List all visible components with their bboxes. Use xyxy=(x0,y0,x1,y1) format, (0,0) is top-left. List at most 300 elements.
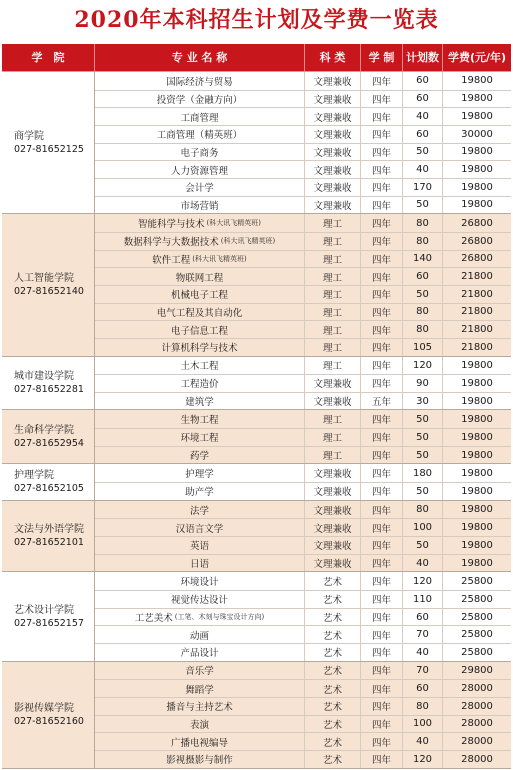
category-cell: 理工 xyxy=(305,410,361,428)
table-row xyxy=(95,482,511,500)
fee-cell: 19800 xyxy=(461,395,493,407)
category-cell: 文理兼收 xyxy=(305,537,361,554)
plan-cell: 105 xyxy=(403,339,443,356)
college-phone: 027-81652101 xyxy=(14,537,84,549)
table-row xyxy=(95,90,511,108)
major-cell xyxy=(95,733,305,750)
college-group xyxy=(2,356,511,410)
years-cell: 四年 xyxy=(361,591,403,608)
table-row xyxy=(95,232,511,250)
major-name: 电子信息工程 xyxy=(170,325,228,337)
major-name: 环境工程 xyxy=(180,433,219,445)
college-group xyxy=(2,661,511,768)
major-cell xyxy=(95,393,305,410)
plan-cell: 120 xyxy=(403,751,443,768)
college-cell xyxy=(2,572,95,660)
category-cell: 文理兼收 xyxy=(305,72,361,90)
major-cell xyxy=(95,626,305,643)
fee-cell: 19800 xyxy=(461,522,493,534)
table-row xyxy=(95,125,511,143)
fee-cell: 25800 xyxy=(461,611,493,623)
table-row xyxy=(95,554,511,572)
plan-cell: 50 xyxy=(403,286,443,303)
header-college: 学 院 xyxy=(2,44,95,71)
years-cell: 四年 xyxy=(361,429,403,446)
years-cell: 五年 xyxy=(361,393,403,410)
category-cell: 艺术 xyxy=(305,698,361,715)
category-cell: 艺术 xyxy=(305,572,361,590)
table-row xyxy=(95,428,511,446)
plan-cell: 50 xyxy=(403,537,443,554)
major-cell xyxy=(95,233,305,250)
category-cell: 理工 xyxy=(305,339,361,356)
table-row xyxy=(95,625,511,643)
table-row xyxy=(95,107,511,125)
fee-cell: 19800 xyxy=(461,111,493,123)
fee-cell: 29800 xyxy=(461,664,493,676)
fee-cell: 19800 xyxy=(461,146,493,158)
category-cell: 文理兼收 xyxy=(305,126,361,143)
major-name: 投资学（金融方向） xyxy=(156,94,243,106)
major-name: 市场营销 xyxy=(180,200,219,212)
major-cell xyxy=(95,410,305,428)
years-cell: 四年 xyxy=(361,609,403,626)
category-cell: 理工 xyxy=(305,214,361,232)
category-cell: 文理兼收 xyxy=(305,144,361,161)
category-cell: 文理兼收 xyxy=(305,108,361,125)
college-cell xyxy=(2,501,95,572)
category-cell: 艺术 xyxy=(305,751,361,768)
major-cell xyxy=(95,751,305,768)
table-row xyxy=(95,392,511,410)
plan-cell: 40 xyxy=(403,644,443,661)
years-cell: 四年 xyxy=(361,144,403,161)
major-cell xyxy=(95,304,305,321)
table-row xyxy=(95,536,511,554)
header-major: 专 业 名 称 xyxy=(95,44,305,71)
major-name: 环境设计 xyxy=(180,577,219,589)
major-name: 影视摄影与制作 xyxy=(166,755,233,767)
table-row xyxy=(95,250,511,268)
category-cell: 艺术 xyxy=(305,609,361,626)
plan-cell: 120 xyxy=(403,572,443,590)
college-group xyxy=(2,213,511,355)
plan-cell: 80 xyxy=(403,304,443,321)
years-cell: 四年 xyxy=(361,680,403,697)
major-name: 电子商务 xyxy=(180,147,219,159)
major-cell xyxy=(95,662,305,680)
fee-cell: 25800 xyxy=(461,575,493,587)
fee-cell: 19800 xyxy=(461,557,493,569)
category-cell: 文理兼收 xyxy=(305,197,361,214)
table-row xyxy=(95,715,511,733)
major-note: (科大讯飞精英班) xyxy=(220,237,276,246)
years-cell: 四年 xyxy=(361,357,403,375)
years-cell: 四年 xyxy=(361,251,403,268)
table-row xyxy=(95,501,511,519)
years-cell: 四年 xyxy=(361,644,403,661)
major-cell xyxy=(95,375,305,392)
college-phone: 027-81652105 xyxy=(14,483,84,495)
major-cell xyxy=(95,501,305,519)
table-row xyxy=(95,338,511,356)
table-row xyxy=(95,214,511,232)
major-name: 建筑学 xyxy=(185,397,214,409)
header-category: 科 类 xyxy=(305,44,361,71)
major-cell xyxy=(95,357,305,375)
college-name: 文法与外语学院 xyxy=(14,524,84,536)
major-cell xyxy=(95,680,305,697)
college-name: 城市建设学院 xyxy=(14,370,74,382)
years-cell: 四年 xyxy=(361,304,403,321)
fee-cell: 19800 xyxy=(461,377,493,389)
major-name: 播音与主持艺术 xyxy=(166,702,233,714)
fee-cell: 21800 xyxy=(461,271,493,283)
table-row xyxy=(95,143,511,161)
fee-cell: 19800 xyxy=(461,199,493,211)
plan-cell: 50 xyxy=(403,483,443,500)
major-cell xyxy=(95,144,305,161)
major-name: 广播电视编导 xyxy=(170,737,228,749)
header-fee: 学费(元/年) xyxy=(447,51,507,64)
fee-cell: 19800 xyxy=(461,75,493,87)
years-cell: 四年 xyxy=(361,126,403,143)
plan-cell: 70 xyxy=(403,626,443,643)
category-cell: 理工 xyxy=(305,233,361,250)
major-name: 土木工程 xyxy=(180,361,219,373)
category-cell: 文理兼收 xyxy=(305,483,361,500)
major-name: 产品设计 xyxy=(180,648,219,660)
major-cell xyxy=(95,429,305,446)
major-name: 音乐学 xyxy=(185,666,214,678)
table-row xyxy=(95,267,511,285)
college-cell xyxy=(2,410,95,463)
major-cell xyxy=(95,644,305,661)
major-name: 数据科学与大数据技术 xyxy=(123,237,219,249)
fee-cell: 28000 xyxy=(461,718,493,730)
table-row xyxy=(95,178,511,196)
plan-cell: 60 xyxy=(403,72,443,90)
table-row xyxy=(95,732,511,750)
fee-cell: 21800 xyxy=(461,288,493,300)
major-name: 工艺美术 xyxy=(134,613,173,625)
years-cell: 四年 xyxy=(361,698,403,715)
header-years: 学 制 xyxy=(361,44,403,71)
table-row xyxy=(95,608,511,626)
major-cell xyxy=(95,268,305,285)
table-row xyxy=(95,662,511,680)
college-phone: 027-81652954 xyxy=(14,437,84,449)
table-row xyxy=(95,572,511,590)
plan-cell: 80 xyxy=(403,698,443,715)
category-cell: 文理兼收 xyxy=(305,555,361,572)
page-title: 2020年本科招生计划及学费一览表 xyxy=(74,7,439,33)
major-name: 动画 xyxy=(189,630,209,642)
plan-cell: 90 xyxy=(403,375,443,392)
table-row xyxy=(95,160,511,178)
plan-cell: 60 xyxy=(403,680,443,697)
college-name: 护理学院 xyxy=(14,470,54,482)
fee-cell: 19800 xyxy=(461,181,493,193)
plan-cell: 50 xyxy=(403,144,443,161)
fee-cell: 30000 xyxy=(461,128,493,140)
years-cell: 四年 xyxy=(361,716,403,733)
plan-cell: 100 xyxy=(403,519,443,536)
category-cell: 文理兼收 xyxy=(305,501,361,519)
fee-cell: 28000 xyxy=(461,700,493,712)
fee-cell: 26800 xyxy=(461,235,493,247)
category-cell: 文理兼收 xyxy=(305,179,361,196)
category-cell: 理工 xyxy=(305,429,361,446)
years-cell: 四年 xyxy=(361,72,403,90)
college-phone: 027-81652281 xyxy=(14,383,84,395)
category-cell: 理工 xyxy=(305,286,361,303)
fee-cell: 19800 xyxy=(461,413,493,425)
major-name: 工商管理 xyxy=(180,112,219,124)
college-name: 人工智能学院 xyxy=(14,272,74,284)
major-cell xyxy=(95,108,305,125)
major-cell xyxy=(95,339,305,356)
major-cell xyxy=(95,251,305,268)
major-name: 国际经济与贸易 xyxy=(166,76,233,88)
plan-cell: 60 xyxy=(403,609,443,626)
fee-cell: 26800 xyxy=(461,217,493,229)
table-row xyxy=(95,643,511,661)
plan-cell: 120 xyxy=(403,357,443,375)
fee-cell: 28000 xyxy=(461,683,493,695)
college-phone: 027-81652160 xyxy=(14,715,84,727)
major-cell xyxy=(95,609,305,626)
plan-cell: 60 xyxy=(403,91,443,108)
plan-cell: 110 xyxy=(403,591,443,608)
category-cell: 文理兼收 xyxy=(305,464,361,482)
plan-cell: 140 xyxy=(403,251,443,268)
category-cell: 文理兼收 xyxy=(305,393,361,410)
major-note: (工笔、木刻与珠宝设计方向) xyxy=(174,613,265,622)
major-cell xyxy=(95,91,305,108)
major-name: 英语 xyxy=(189,541,209,553)
college-name: 影视传媒学院 xyxy=(14,702,74,714)
years-cell: 四年 xyxy=(361,662,403,680)
major-note: (科大讯飞精英班) xyxy=(206,219,261,228)
fee-cell: 25800 xyxy=(461,593,493,605)
major-name: 物联网工程 xyxy=(175,272,224,284)
college-name: 商学院 xyxy=(14,130,44,142)
table-row xyxy=(95,590,511,608)
major-name: 生物工程 xyxy=(180,415,219,427)
college-cell xyxy=(2,464,95,499)
plan-cell: 50 xyxy=(403,410,443,428)
fee-cell: 19800 xyxy=(461,449,493,461)
plan-cell: 50 xyxy=(403,447,443,464)
table-row xyxy=(95,410,511,428)
category-cell: 理工 xyxy=(305,304,361,321)
table-row xyxy=(95,518,511,536)
major-cell xyxy=(95,483,305,500)
table-header xyxy=(2,44,511,71)
years-cell: 四年 xyxy=(361,447,403,464)
college-cell xyxy=(2,662,95,768)
plan-cell: 40 xyxy=(403,161,443,178)
years-cell: 四年 xyxy=(361,626,403,643)
category-cell: 艺术 xyxy=(305,644,361,661)
enrollment-table xyxy=(2,71,511,769)
category-cell: 文理兼收 xyxy=(305,519,361,536)
college-phone: 027-81652140 xyxy=(14,285,84,297)
college-group xyxy=(2,463,511,499)
fee-cell: 19800 xyxy=(461,504,493,516)
years-cell: 四年 xyxy=(361,233,403,250)
fee-cell: 26800 xyxy=(461,253,493,265)
college-name: 生命科学学院 xyxy=(14,424,74,436)
category-cell: 理工 xyxy=(305,268,361,285)
category-cell: 艺术 xyxy=(305,716,361,733)
years-cell: 四年 xyxy=(361,161,403,178)
table-row xyxy=(95,374,511,392)
years-cell: 四年 xyxy=(361,410,403,428)
plan-cell: 80 xyxy=(403,214,443,232)
header-plan: 计划数 xyxy=(403,44,443,71)
table-row xyxy=(95,303,511,321)
table-row xyxy=(95,196,511,214)
major-name: 机械电子工程 xyxy=(170,290,228,302)
years-cell: 四年 xyxy=(361,91,403,108)
major-cell xyxy=(95,591,305,608)
college-phone: 027-81652157 xyxy=(14,617,84,629)
major-cell xyxy=(95,572,305,590)
fee-cell: 28000 xyxy=(461,753,493,765)
table-row xyxy=(95,357,511,375)
major-name: 日语 xyxy=(189,559,209,571)
major-name: 智能科学与技术 xyxy=(138,219,205,231)
years-cell: 四年 xyxy=(361,375,403,392)
years-cell: 四年 xyxy=(361,286,403,303)
years-cell: 四年 xyxy=(361,733,403,750)
fee-cell: 19800 xyxy=(461,164,493,176)
plan-cell: 100 xyxy=(403,716,443,733)
major-name: 视觉传达设计 xyxy=(170,595,228,607)
years-cell: 四年 xyxy=(361,197,403,214)
category-cell: 艺术 xyxy=(305,626,361,643)
table-row xyxy=(95,697,511,715)
major-cell xyxy=(95,321,305,338)
plan-cell: 180 xyxy=(403,464,443,482)
college-group xyxy=(2,500,511,572)
plan-cell: 60 xyxy=(403,268,443,285)
years-cell: 四年 xyxy=(361,339,403,356)
major-cell xyxy=(95,126,305,143)
table-row xyxy=(95,679,511,697)
years-cell: 四年 xyxy=(361,321,403,338)
plan-cell: 50 xyxy=(403,197,443,214)
fee-cell: 28000 xyxy=(461,736,493,748)
table-row xyxy=(95,464,511,482)
plan-cell: 40 xyxy=(403,733,443,750)
college-group xyxy=(2,71,511,213)
major-cell xyxy=(95,555,305,572)
fee-cell: 21800 xyxy=(461,306,493,318)
fee-cell: 19800 xyxy=(461,485,493,497)
plan-cell: 80 xyxy=(403,321,443,338)
fee-cell: 19800 xyxy=(461,93,493,105)
major-name: 护理学 xyxy=(185,469,214,481)
major-cell xyxy=(95,464,305,482)
category-cell: 理工 xyxy=(305,251,361,268)
major-name: 工商管理（精英班） xyxy=(156,130,243,142)
fee-cell: 25800 xyxy=(461,646,493,658)
table-row xyxy=(95,446,511,464)
major-name: 法学 xyxy=(189,505,209,517)
major-cell xyxy=(95,286,305,303)
table-row xyxy=(95,285,511,303)
years-cell: 四年 xyxy=(361,537,403,554)
category-cell: 文理兼收 xyxy=(305,91,361,108)
category-cell: 文理兼收 xyxy=(305,375,361,392)
major-name: 表演 xyxy=(189,719,209,731)
major-cell xyxy=(95,519,305,536)
fee-cell: 21800 xyxy=(461,341,493,353)
category-cell: 艺术 xyxy=(305,662,361,680)
fee-cell: 19800 xyxy=(461,467,493,479)
years-cell: 四年 xyxy=(361,483,403,500)
major-cell xyxy=(95,537,305,554)
years-cell: 四年 xyxy=(361,555,403,572)
years-cell: 四年 xyxy=(361,179,403,196)
fee-cell: 19800 xyxy=(461,359,493,371)
category-cell: 艺术 xyxy=(305,733,361,750)
fee-cell: 19800 xyxy=(461,431,493,443)
category-cell: 艺术 xyxy=(305,591,361,608)
college-cell xyxy=(2,214,95,355)
major-cell xyxy=(95,698,305,715)
major-name: 药学 xyxy=(189,451,209,463)
college-name: 艺术设计学院 xyxy=(14,604,74,616)
category-cell: 艺术 xyxy=(305,680,361,697)
category-cell: 理工 xyxy=(305,447,361,464)
category-cell: 文理兼收 xyxy=(305,161,361,178)
table-row xyxy=(95,72,511,90)
plan-cell: 50 xyxy=(403,429,443,446)
college-cell xyxy=(2,357,95,410)
plan-cell: 80 xyxy=(403,233,443,250)
table-row xyxy=(95,320,511,338)
fee-cell: 21800 xyxy=(461,324,493,336)
major-cell xyxy=(95,716,305,733)
major-cell xyxy=(95,161,305,178)
major-cell xyxy=(95,214,305,232)
major-cell xyxy=(95,179,305,196)
plan-cell: 170 xyxy=(403,179,443,196)
major-name: 计算机科学与技术 xyxy=(161,343,238,355)
plan-cell: 70 xyxy=(403,662,443,680)
major-name: 舞蹈学 xyxy=(185,684,214,696)
years-cell: 四年 xyxy=(361,464,403,482)
years-cell: 四年 xyxy=(361,572,403,590)
fee-cell: 25800 xyxy=(461,629,493,641)
category-cell: 理工 xyxy=(305,321,361,338)
plan-cell: 40 xyxy=(403,555,443,572)
major-cell xyxy=(95,197,305,214)
major-name: 会计学 xyxy=(185,183,214,195)
college-group xyxy=(2,409,511,463)
years-cell: 四年 xyxy=(361,214,403,232)
major-name: 工程造价 xyxy=(180,379,219,391)
major-name: 汉语言文学 xyxy=(175,523,224,535)
plan-cell: 40 xyxy=(403,108,443,125)
plan-cell: 30 xyxy=(403,393,443,410)
major-name: 助产学 xyxy=(185,487,214,499)
college-cell xyxy=(2,72,95,213)
